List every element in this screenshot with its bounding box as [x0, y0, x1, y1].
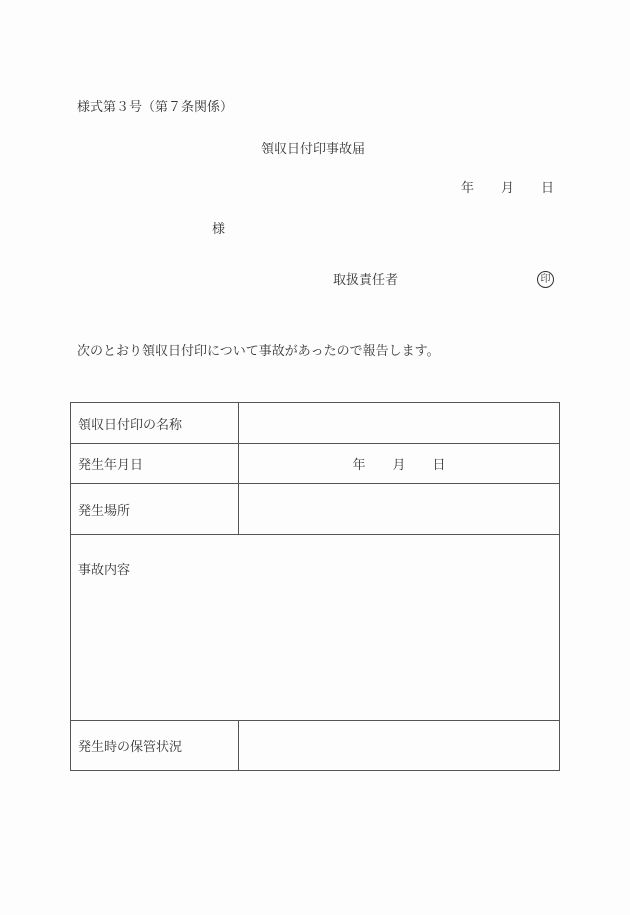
row-label-occurrence-place: 発生場所 [71, 484, 239, 535]
row-label-accident-details: 事故内容 [78, 563, 131, 578]
day-label: 日 [432, 458, 446, 473]
document-title: 領収日付印事故届 [261, 142, 366, 157]
storage-status-field[interactable] [239, 721, 560, 771]
intro-text: 次のとおり領収日付印について事故があったので報告します。 [77, 344, 440, 359]
occurrence-place-field[interactable] [239, 484, 560, 535]
seal-icon [537, 271, 554, 288]
row-label-occurrence-date: 発生年月日 [71, 444, 239, 484]
row-label-storage-status: 発生時の保管状況 [71, 721, 239, 771]
table-row [71, 403, 560, 444]
accident-details-field[interactable] [71, 535, 560, 721]
year-label: 年 [461, 181, 475, 196]
stamp-name-field[interactable] [239, 403, 560, 444]
table-row [71, 535, 560, 721]
month-label: 月 [392, 458, 406, 473]
occurrence-date-field[interactable] [239, 444, 560, 484]
seal-mark: 印 [540, 273, 551, 285]
submission-date [461, 182, 554, 195]
row-label-stamp-name: 領収日付印の名称 [71, 403, 239, 444]
table-row [71, 484, 560, 535]
responsible-person-label: 取扱責任者 [333, 273, 399, 288]
addressee-suffix: 様 [212, 222, 226, 237]
table-row [71, 721, 560, 771]
year-label: 年 [352, 458, 366, 473]
accident-report-table [70, 402, 560, 771]
day-label: 日 [541, 181, 555, 196]
table-row [71, 444, 560, 484]
form-number: 様式第３号（第７条関係） [77, 100, 234, 115]
month-label: 月 [501, 181, 515, 196]
